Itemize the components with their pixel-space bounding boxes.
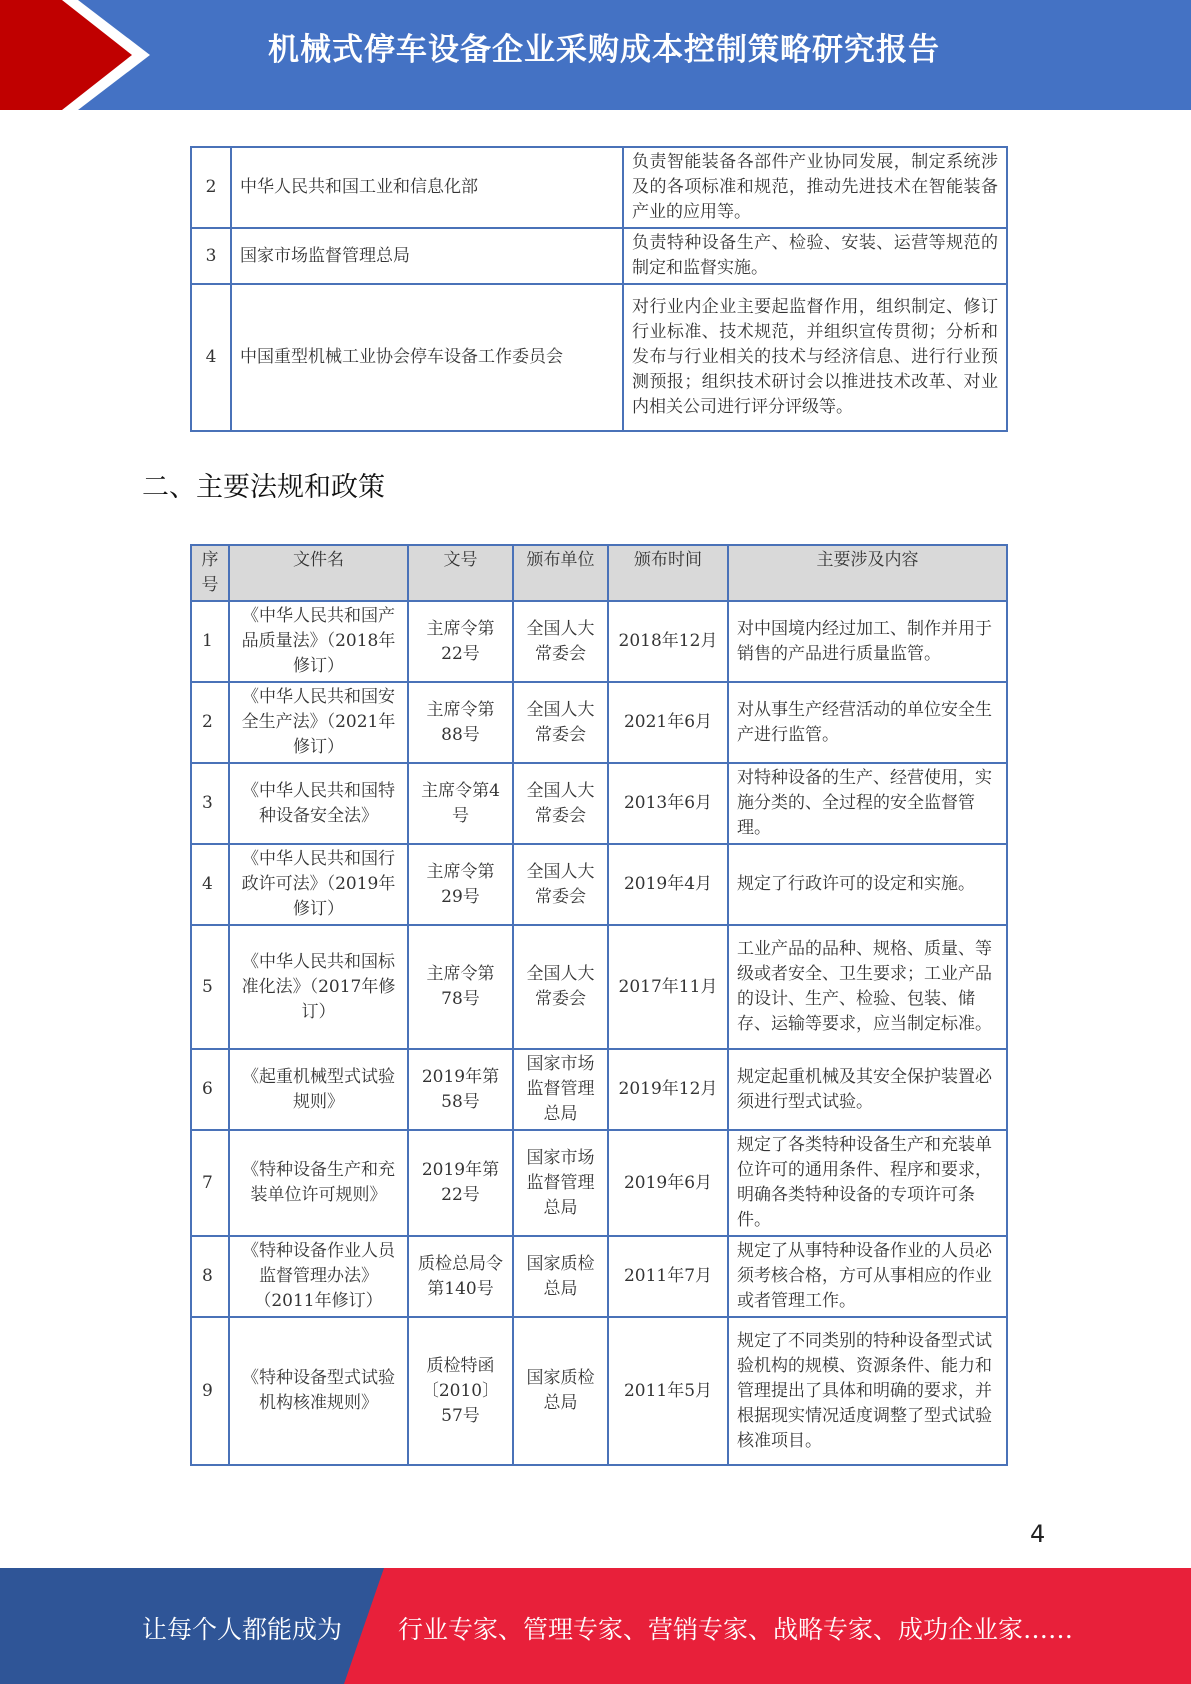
- table-row: [191, 925, 1007, 1049]
- row-number: 3: [191, 763, 229, 844]
- row-number: 7: [191, 1130, 229, 1236]
- law-content: 对中国境内经过加工、制作并用于销售的产品进行质量监管。: [728, 601, 1007, 682]
- footer-slogan-left: 让每个人都能成为: [142, 1615, 343, 1644]
- issue-date: 2018年12月: [608, 601, 728, 682]
- row-number: 1: [191, 601, 229, 682]
- page-footer: [0, 1568, 1191, 1684]
- table-row: [191, 284, 1007, 431]
- doc-number: 2019年第22号: [408, 1130, 513, 1236]
- law-name: 《中华人民共和国安全生产法》（2021年修订）: [229, 682, 408, 763]
- doc-number: 主席令第4号: [408, 763, 513, 844]
- law-name: 《起重机械型式试验规则》: [229, 1049, 408, 1130]
- org-name: 国家市场监督管理总局: [231, 228, 623, 284]
- issuer: 全国人大常委会: [513, 925, 608, 1049]
- issuer: 全国人大常委会: [513, 682, 608, 763]
- law-content: 规定了各类特种设备生产和充装单位许可的通用条件、程序和要求，明确各类特种设备的专项许可条件。: [728, 1130, 1007, 1236]
- law-content: 对从事生产经营活动的单位安全生产进行监管。: [728, 682, 1007, 763]
- column-header: 文号: [408, 545, 513, 601]
- issuer: 全国人大常委会: [513, 601, 608, 682]
- law-name: 《中华人民共和国行政许可法》（2019年修订）: [229, 844, 408, 925]
- issue-date: 2011年7月: [608, 1236, 728, 1317]
- law-name: 《中华人民共和国产品质量法》（2018年修订）: [229, 601, 408, 682]
- law-content: 规定了行政许可的设定和实施。: [728, 844, 1007, 925]
- table-row: [191, 763, 1007, 844]
- issuer: 国家质检总局: [513, 1236, 608, 1317]
- table-row: [191, 1236, 1007, 1317]
- issue-date: 2019年12月: [608, 1049, 728, 1130]
- table-row: [191, 147, 1007, 228]
- row-number: 2: [191, 682, 229, 763]
- law-content: 规定了从事特种设备作业的人员必须考核合格，方可从事相应的作业或者管理工作。: [728, 1236, 1007, 1317]
- row-number: 3: [191, 228, 231, 284]
- column-header: 序号: [191, 545, 229, 601]
- doc-number: 主席令第88号: [408, 682, 513, 763]
- column-header: 主要涉及内容: [728, 545, 1007, 601]
- doc-number: 2019年第58号: [408, 1049, 513, 1130]
- issuer: 全国人大常委会: [513, 763, 608, 844]
- regulatory-bodies-table: [190, 146, 1008, 432]
- law-content: 规定起重机械及其安全保护装置必须进行型式试验。: [728, 1049, 1007, 1130]
- org-duty: 负责智能装备各部件产业协同发展，制定系统涉及的各项标准和规范，推动先进技术在智能装备产业的应用等。: [623, 147, 1007, 228]
- org-duty: 对行业内企业主要起监督作用，组织制定、修订行业标准、技术规范，并组织宣传贯彻；分析和发布与行业相关的技术与经济信息、进行行业预测预报；组织技术研讨会以推进技术改革、对业内相关公司进行评分评级等。: [623, 284, 1007, 431]
- law-name: 《特种设备型式试验机构核准规则》: [229, 1317, 408, 1465]
- row-number: 2: [191, 147, 231, 228]
- page-header: [0, 0, 1191, 110]
- column-header: 颁布时间: [608, 545, 728, 601]
- issue-date: 2011年5月: [608, 1317, 728, 1465]
- doc-number: 主席令第22号: [408, 601, 513, 682]
- doc-number: 质检总局令第140号: [408, 1236, 513, 1317]
- row-number: 6: [191, 1049, 229, 1130]
- issuer: 全国人大常委会: [513, 844, 608, 925]
- row-number: 9: [191, 1317, 229, 1465]
- table-row: [191, 844, 1007, 925]
- laws-policies-table: [190, 544, 1008, 1466]
- law-name: 《特种设备生产和充装单位许可规则》: [229, 1130, 408, 1236]
- row-number: 5: [191, 925, 229, 1049]
- law-name: 《特种设备作业人员监督管理办法》（2011年修订）: [229, 1236, 408, 1317]
- org-duty: 负责特种设备生产、检验、安装、运营等规范的制定和监督实施。: [623, 228, 1007, 284]
- law-content: 工业产品的品种、规格、质量、等级或者安全、卫生要求；工业产品的设计、生产、检验、包装、储存、运输等要求，应当制定标准。: [728, 925, 1007, 1049]
- law-content: 规定了不同类别的特种设备型式试验机构的规模、资源条件、能力和管理提出了具体和明确的要求，并根据现实情况适度调整了型式试验核准项目。: [728, 1317, 1007, 1465]
- table-header-row: [191, 545, 1007, 601]
- footer-slogan-right: 行业专家、管理专家、营销专家、战略专家、成功企业家……: [398, 1615, 1074, 1644]
- issue-date: 2019年6月: [608, 1130, 728, 1236]
- report-title: 机械式停车设备企业采购成本控制策略研究报告: [268, 32, 940, 68]
- law-name: 《中华人民共和国特种设备安全法》: [229, 763, 408, 844]
- table-row: [191, 228, 1007, 284]
- row-number: 4: [191, 844, 229, 925]
- table-row: [191, 1049, 1007, 1130]
- issuer: 国家市场监督管理总局: [513, 1130, 608, 1236]
- doc-number: 主席令第78号: [408, 925, 513, 1049]
- section-heading: 二、主要法规和政策: [142, 472, 385, 503]
- issuer: 国家市场监督管理总局: [513, 1049, 608, 1130]
- row-number: 4: [191, 284, 231, 431]
- table-row: [191, 682, 1007, 763]
- issue-date: 2017年11月: [608, 925, 728, 1049]
- issuer: 国家质检总局: [513, 1317, 608, 1465]
- issue-date: 2021年6月: [608, 682, 728, 763]
- issue-date: 2013年6月: [608, 763, 728, 844]
- law-name: 《中华人民共和国标准化法》（2017年修订）: [229, 925, 408, 1049]
- row-number: 8: [191, 1236, 229, 1317]
- table-row: [191, 1130, 1007, 1236]
- org-name: 中华人民共和国工业和信息化部: [231, 147, 623, 228]
- table-row: [191, 601, 1007, 682]
- doc-number: 主席令第29号: [408, 844, 513, 925]
- table-row: [191, 1317, 1007, 1465]
- column-header: 文件名: [229, 545, 408, 601]
- law-content: 对特种设备的生产、经营使用，实施分类的、全过程的安全监督管理。: [728, 763, 1007, 844]
- page-number: 4: [1030, 1520, 1046, 1548]
- issue-date: 2019年4月: [608, 844, 728, 925]
- doc-number: 质检特函〔2010〕57号: [408, 1317, 513, 1465]
- column-header: 颁布单位: [513, 545, 608, 601]
- org-name: 中国重型机械工业协会停车设备工作委员会: [231, 284, 623, 431]
